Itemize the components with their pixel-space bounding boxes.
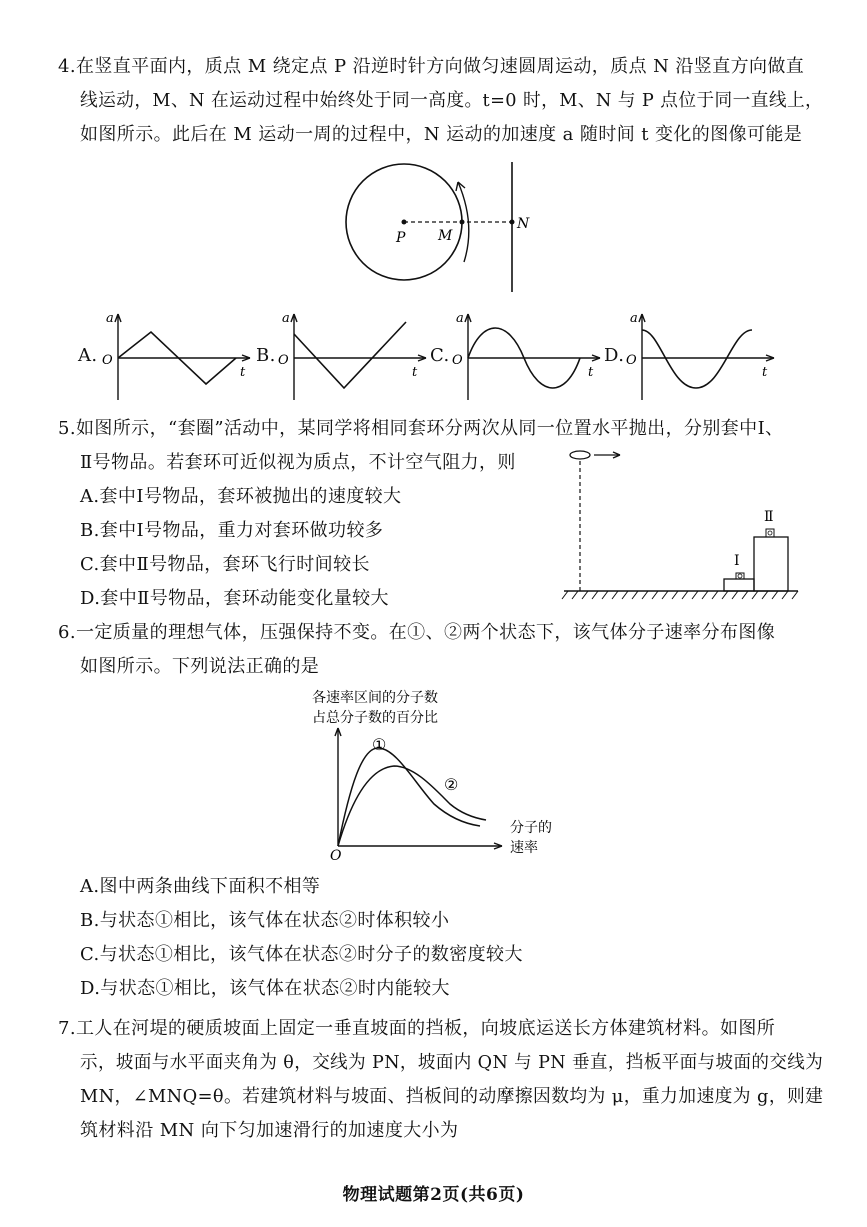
q6-option-d: D.与状态①相比，该气体在状态②时内能较大 [80, 978, 450, 999]
q6-curve-2-label: ② [444, 775, 459, 794]
q4-circle-figure [340, 158, 540, 298]
q5-option-c: C.套中Ⅱ号物品，套环飞行时间较长 [80, 554, 370, 575]
q4-option-b-label: B. [256, 345, 276, 366]
q6-xlabel-1: 分子的 [510, 820, 552, 836]
q6-curve-1-label: ① [372, 735, 387, 754]
q4-option-d-graph [620, 308, 780, 404]
q5-option-d: D.套中Ⅱ号物品，套环动能变化量较大 [80, 588, 389, 609]
q5-line-1: 5.如图所示，“套圈”活动中，某同学将相同套环分两次从同一位置水平抛出，分别套中Ⅰ、 [58, 418, 784, 439]
item-2-label: Ⅱ [764, 509, 774, 525]
q7-line-3: MN，∠MNQ=θ。若建筑材料与坡面、挡板间的动摩擦因数均为 μ，重力加速度为 g，则建 [80, 1086, 824, 1107]
q4-option-c-label: C. [430, 345, 450, 366]
q6-option-c: C.与状态①相比，该气体在状态②时分子的数密度较大 [80, 944, 523, 965]
q6-line-2: 如图所示。下列说法正确的是 [80, 656, 320, 677]
q6-ylabel-2: 占总分子数的百分比 [312, 710, 438, 726]
svg-text:a: a [456, 311, 464, 326]
q6-ylabel-1: 各速率区间的分子数 [312, 690, 438, 706]
q6-xlabel-2: 速率 [510, 840, 538, 856]
svg-text:a: a [282, 311, 290, 326]
q6-option-a: A.图中两条曲线下面积不相等 [80, 876, 321, 897]
svg-text:O: O [452, 353, 463, 368]
q5-option-a: A.套中Ⅰ号物品，套环被抛出的速度较大 [80, 486, 402, 507]
q4-line-2: 线运动，M、N 在运动过程中始终处于同一高度。t=0 时，M、N 与 P 点位于同一直线上， [80, 90, 824, 111]
q4-option-d-label: D. [604, 345, 625, 366]
q4-line-3: 如图所示。此后在 M 运动一周的过程中，N 运动的加速度 a 随时间 t 变化的图像可能是 [80, 124, 803, 145]
q4-option-a-label: A. [78, 345, 98, 366]
q4-option-c-graph [446, 308, 606, 404]
q4-line-1: 4.在竖直平面内，质点 M 绕定点 P 沿逆时针方向做匀速圆周运动，质点 N 沿竖直方向做直 [58, 56, 805, 77]
q6-line-1: 6.一定质量的理想气体，压强保持不变。在①、②两个状态下，该气体分子速率分布图像 [58, 622, 776, 643]
q6-option-b: B.与状态①相比，该气体在状态②时体积较小 [80, 910, 450, 931]
svg-text:O: O [102, 353, 113, 368]
svg-text:t: t [412, 365, 418, 380]
q6-distribution-figure [310, 686, 570, 866]
q4-option-b-graph [272, 308, 432, 404]
svg-text:t: t [762, 365, 768, 380]
svg-text:O: O [626, 353, 637, 368]
svg-text:a: a [106, 311, 114, 326]
svg-text:t: t [240, 365, 246, 380]
item-1-label: Ⅰ [734, 553, 740, 569]
q5-ring-toss-figure [560, 445, 800, 605]
q5-option-b: B.套中Ⅰ号物品，重力对套环做功较多 [80, 520, 384, 541]
page-footer: 物理试题第2页(共6页) [342, 1185, 525, 1205]
label-m: M [438, 228, 453, 244]
q6-origin: O [330, 848, 342, 864]
q4-option-a-graph [96, 308, 256, 404]
q5-line-2: Ⅱ号物品。若套环可近似视为质点，不计空气阻力，则 [80, 452, 516, 473]
svg-text:t: t [588, 365, 594, 380]
label-p: P [396, 230, 406, 246]
svg-text:O: O [278, 353, 289, 368]
q7-line-2: 示，坡面与水平面夹角为 θ，交线为 PN，坡面内 QN 与 PN 垂直，挡板平面与坡面的交线为 [80, 1052, 824, 1073]
q7-line-4: 筑材料沿 MN 向下匀加速滑行的加速度大小为 [80, 1120, 459, 1141]
label-n: N [517, 216, 530, 232]
svg-text:a: a [630, 311, 638, 326]
q7-line-1: 7.工人在河堤的硬质坡面上固定一垂直坡面的挡板，向坡底运送长方体建筑材料。如图所 [58, 1018, 776, 1039]
